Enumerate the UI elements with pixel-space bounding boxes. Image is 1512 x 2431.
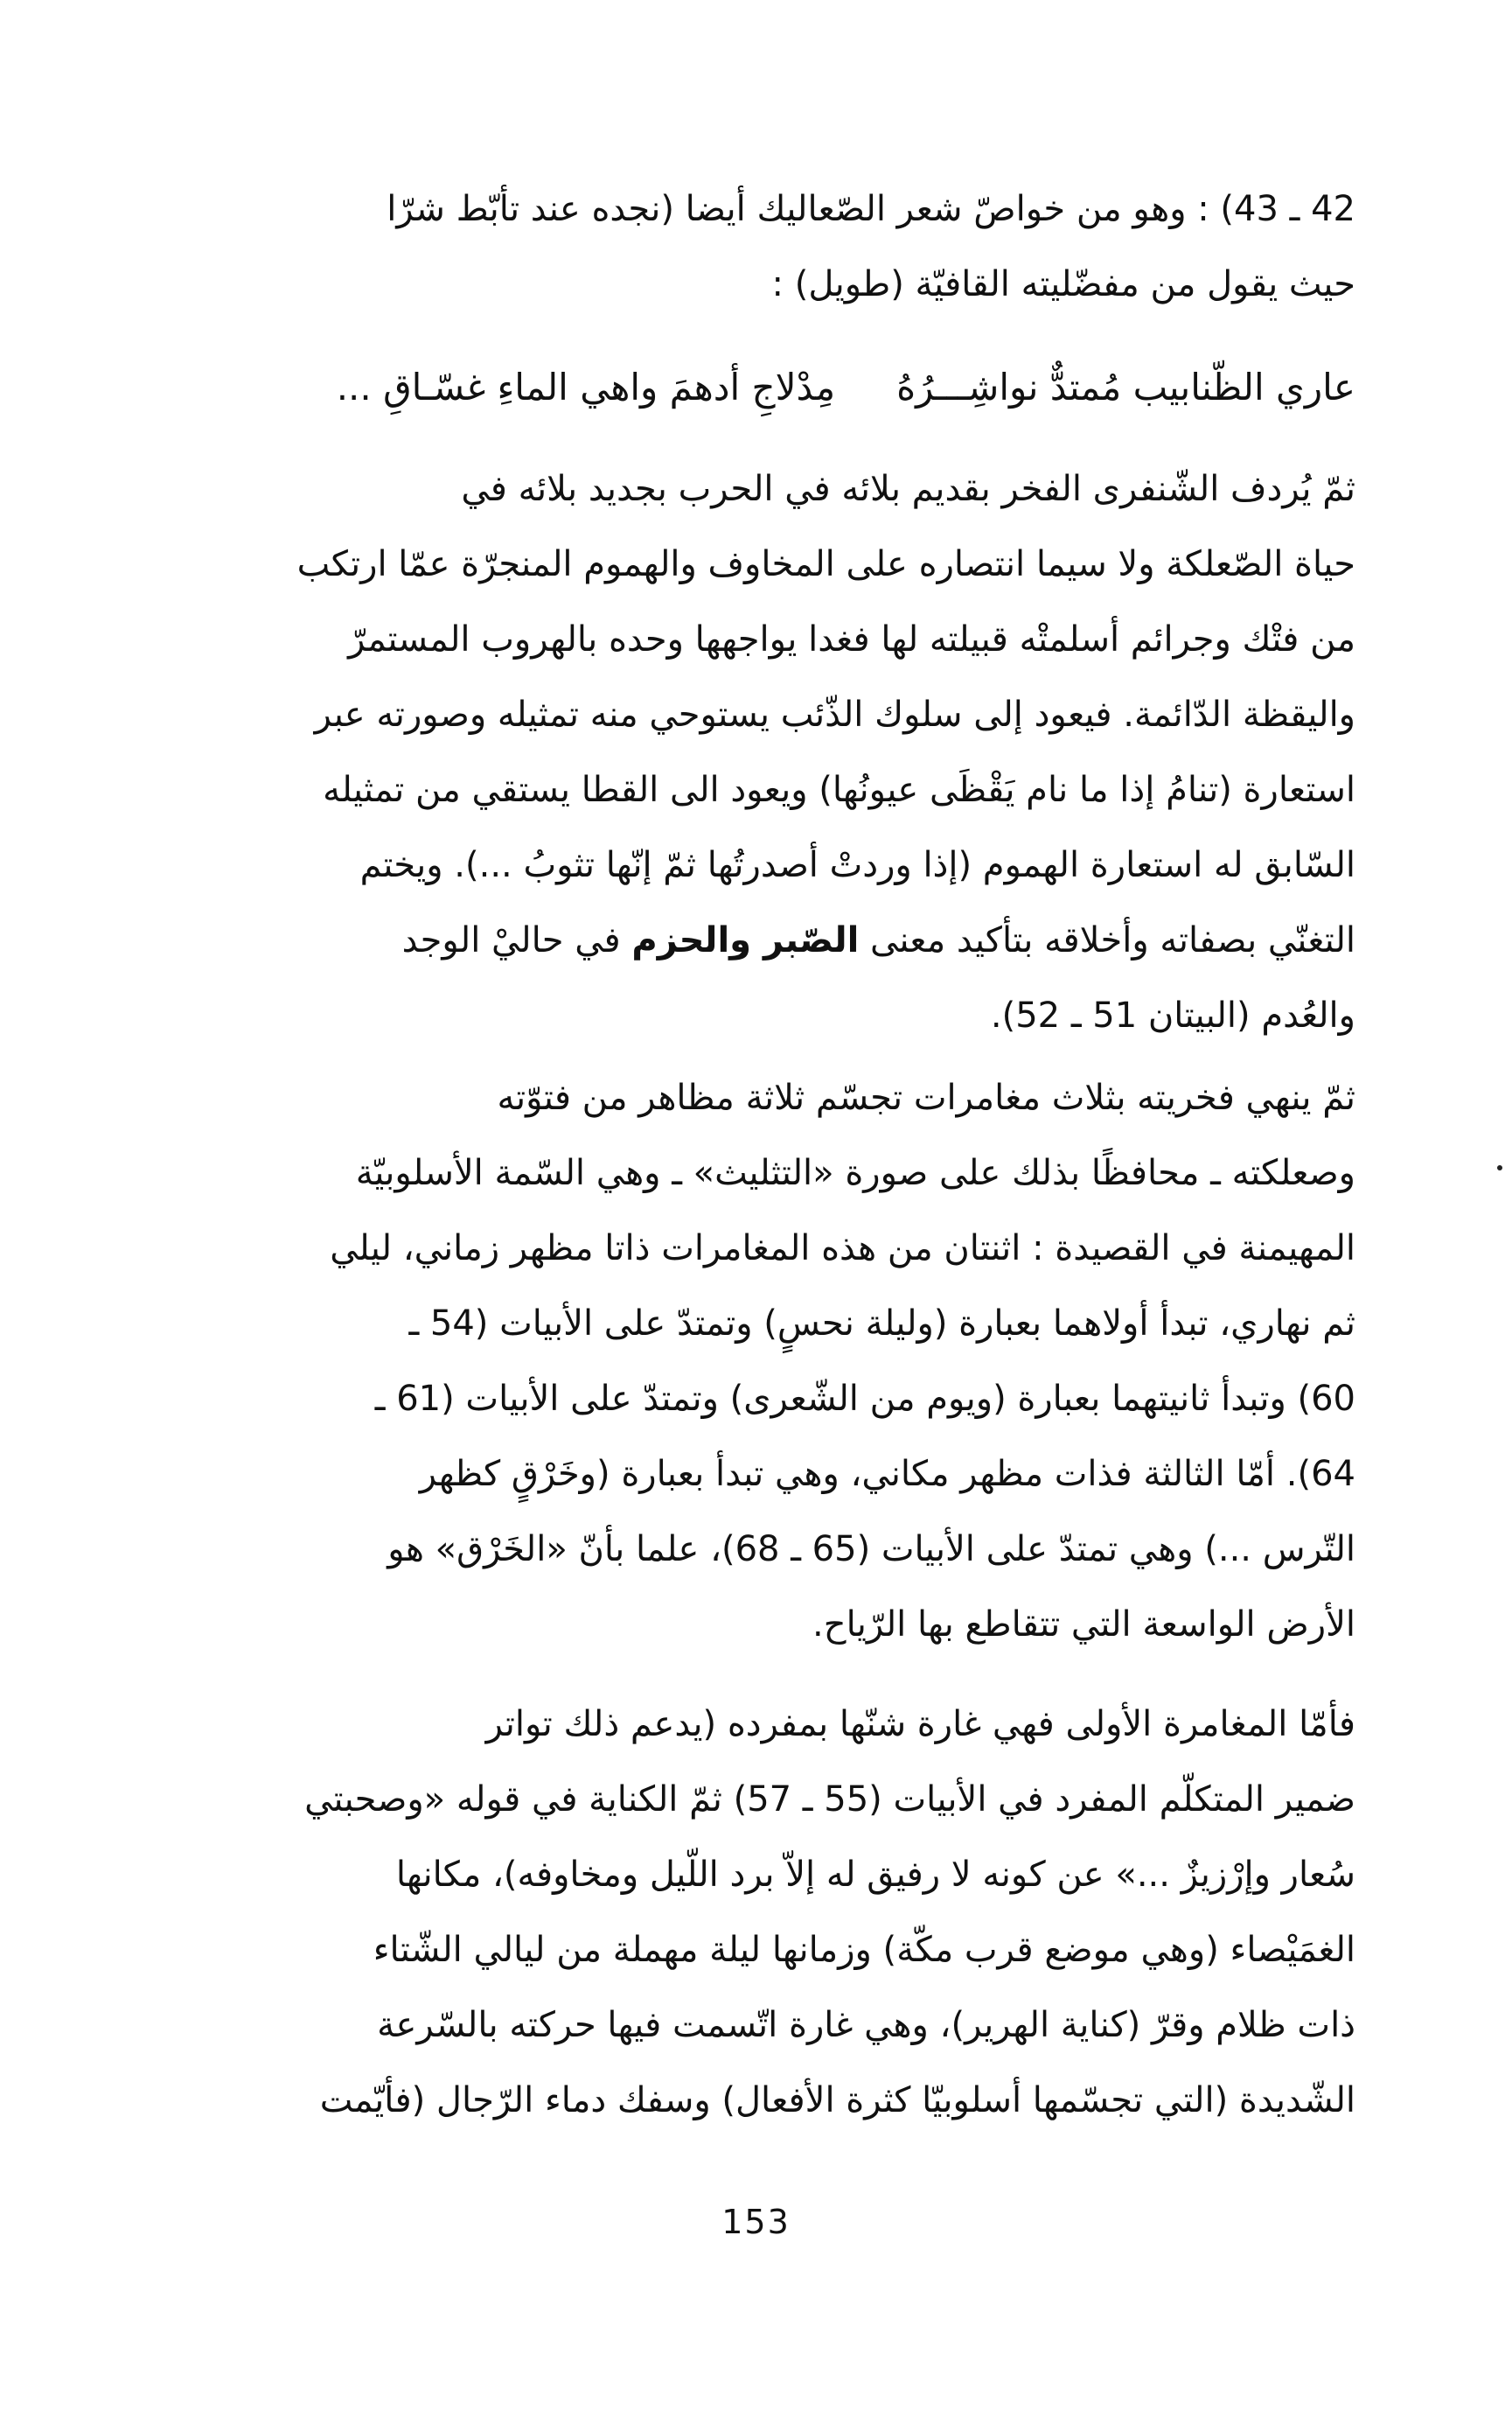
verse-second-hemistich: مِدْلاجِ أدهمَ واهي الماءِ غسّـاقِ ... <box>336 366 836 409</box>
paragraph-line: الغمَيْصاء (وهي موضع قرب مكّة) وزمانها ليلة مهملة من ليالي الشّتاء <box>373 1930 1355 1970</box>
paragraph-line: حياة الصّعلكة ولا سيما انتصاره على المخاوف والهموم المنجرّة عمّا ارتكب <box>296 544 1355 584</box>
paragraph-line: ثمّ يُردف الشّنفرى الفخر بقديم بلائه في الحرب بجديد بلائه في <box>461 469 1355 509</box>
paragraph-line: سُعار وإرْزيزٌ ...» عن كونه لا رفيق له إلاّ برد اللّيل ومخاوفه)، مكانها <box>395 1855 1355 1895</box>
paragraph-line: التّرس ...) وهي تمتدّ على الأبيات (65 ـ 68)، علما بأنّ «الخَرْق» هو <box>387 1529 1355 1569</box>
paragraph-line: وصعلكته ـ محافظًا بذلك على صورة «التثليث» ـ وهي السّمة الأسلوبيّة <box>355 1153 1355 1193</box>
emphasized-phrase: الصّبر والحزم <box>631 920 860 961</box>
intro-line: 42 ـ 43) : وهو من خواصّ شعر الصّعاليك أيضا (نجده عند تأبّط شرّا <box>387 189 1355 229</box>
paragraph-line: الشّديدة (التي تجسّمها أسلوبيّا كثرة الأفعال) وسفك دماء الرّجال (فأيّمت <box>319 2080 1355 2120</box>
paragraph-line: والعُدم (البيتان 51 ـ 52). <box>990 995 1355 1036</box>
paragraph-first-adventure <box>166 1687 1355 2138</box>
paragraph-line: الأرض الواسعة التي تتقاطع بها الرّياح. <box>812 1604 1355 1645</box>
paragraph-line-emphasis: التغنّي بصفاته وأخلاقه بتأكيد معنى الصّبر والحزم في حاليْ الوجد <box>401 920 1355 961</box>
paragraph-shanfara-pride <box>166 451 1355 1053</box>
page-number: 153 <box>721 2203 791 2241</box>
paragraph-line: المهيمنة في القصيدة : اثنتان من هذه المغامرات ذاتا مظهر زماني، ليلي <box>330 1228 1355 1268</box>
paragraph-line: ذات ظلام وقرّ (كناية الهرير)، وهي غارة اتّسمت فيها حركته بالسّرعة <box>377 2005 1355 2045</box>
paragraph-line: واليقظة الدّائمة. فيعود إلى سلوك الذّئب يستوحي منه تمثيله وصورته عبر <box>314 695 1355 735</box>
paragraph-line: ثمّ ينهي فخريته بثلاث مغامرات تجسّم ثلاثة مظاهر من فتوّته <box>497 1078 1355 1118</box>
intro-paragraph <box>166 171 1355 322</box>
paragraph-line: 60) وتبدأ ثانيتهما بعبارة (ويوم من الشّعرى) وتمتدّ على الأبيات (61 ـ <box>374 1379 1355 1419</box>
margin-ink-dot <box>1497 1165 1502 1170</box>
intro-line: حيث يقول من مفضّليته القافيّة (طويل) : <box>771 264 1355 304</box>
paragraph-line: من فتْك وجرائم أسلمتْه قبيلته لها فغدا يواجهها وحده بالهروب المستمرّ <box>348 619 1355 660</box>
verse-first-hemistich: عاري الظّنابيب مُمتدٌّ نواشِـــرُهُ <box>896 366 1355 409</box>
paragraph-line: 64). أمّا الثالثة فذات مظهر مكاني، وهي تبدأ بعبارة (وخَرْقٍ كظهر <box>419 1454 1355 1494</box>
poem-verse <box>166 350 1355 425</box>
paragraph-line: فأمّا المغامرة الأولى فهي غارة شنّها بمفرده (يدعم ذلك تواتر <box>485 1704 1355 1744</box>
paragraph-line: السّابق له استعارة الهموم (إذا وردتْ أصدرتُها ثمّ إنّها تثوبُ ...). ويختم <box>359 845 1355 885</box>
paragraph-line: ضمير المتكلّم المفرد في الأبيات (55 ـ 57) ثمّ الكناية في قوله «وصحبتي <box>304 1779 1355 1820</box>
paragraph-three-adventures <box>166 1060 1355 1662</box>
paragraph-line: ثم نهاري، تبدأ أولاهما بعبارة (وليلة نحسٍ) وتمتدّ على الأبيات (54 ـ <box>408 1303 1355 1344</box>
paragraph-line: استعارة (تنامُ إذا ما نام يَقْظَى عيونُها) ويعود الى القطا يستقي من تمثيله <box>323 770 1355 810</box>
